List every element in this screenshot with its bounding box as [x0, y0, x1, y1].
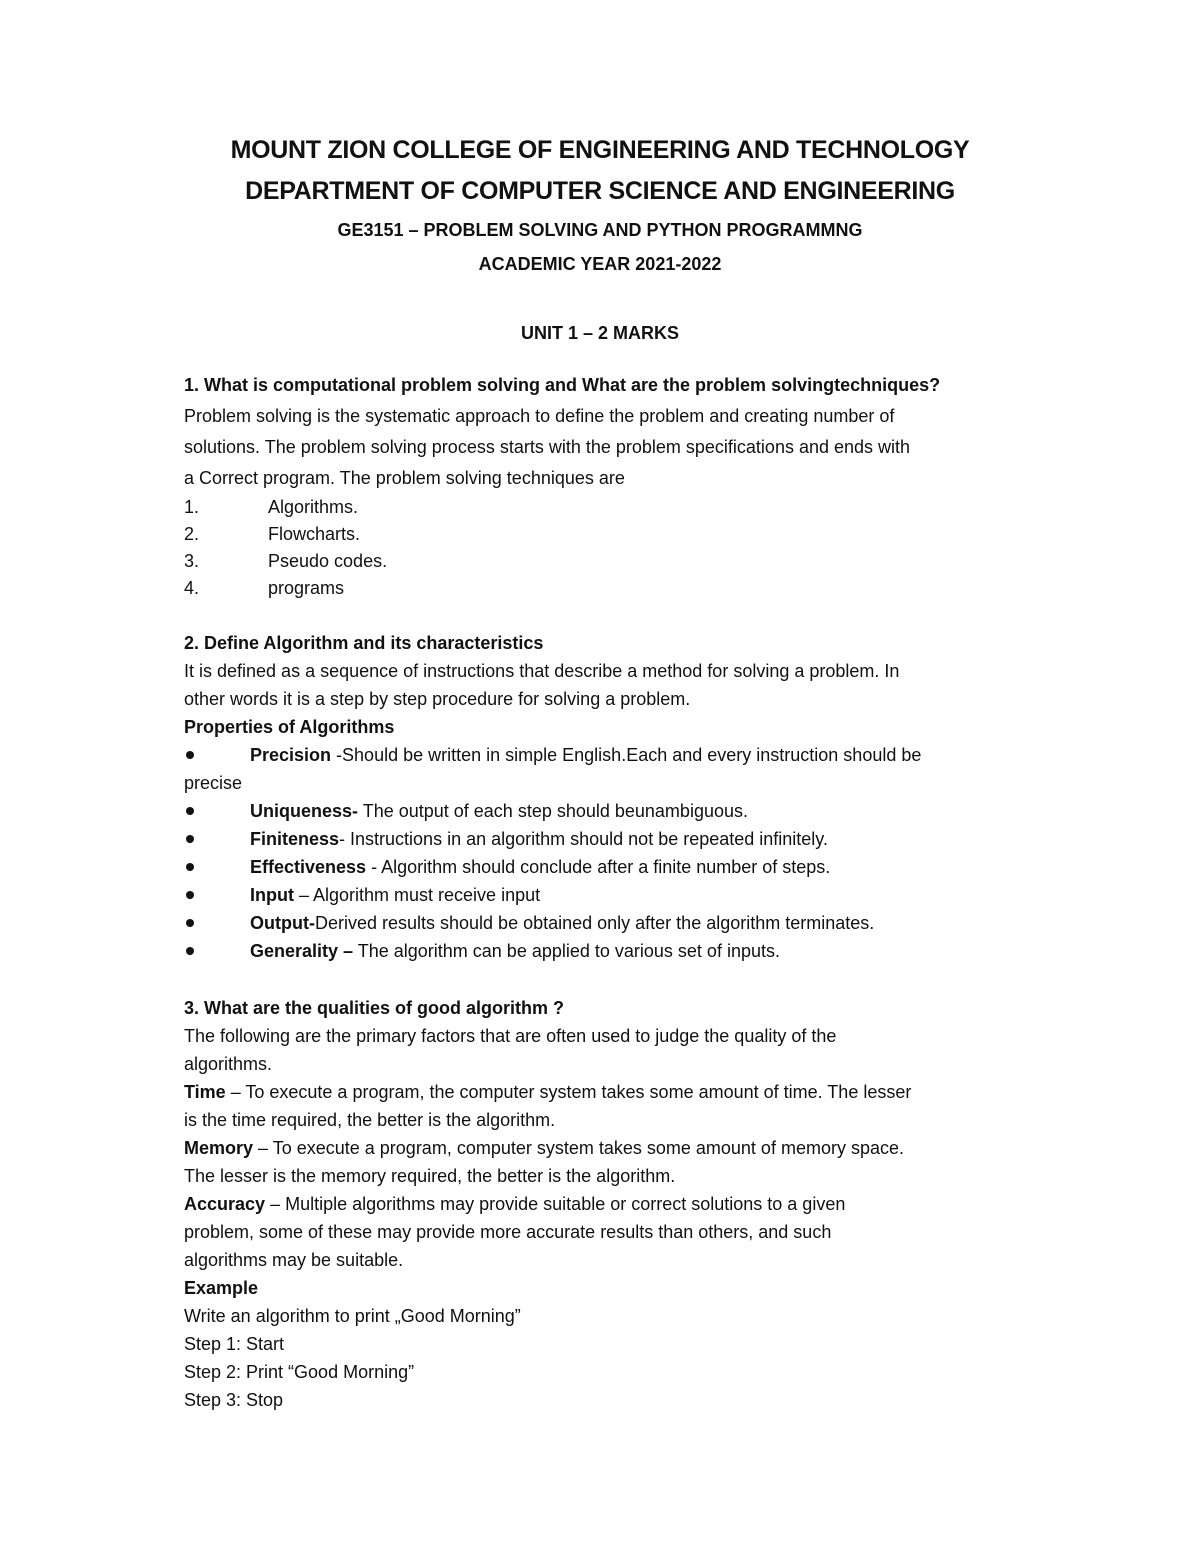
- list-item: [184, 521, 1024, 548]
- paragraph-line: solutions. The problem solving process starts with the problem specifications and ends with: [184, 437, 911, 457]
- question-2: 2. Define Algorithm and its characteristics: [184, 633, 544, 653]
- bullet-icon: [184, 797, 250, 825]
- bullet-item: [184, 853, 1024, 881]
- department-title: DEPARTMENT OF COMPUTER SCIENCE AND ENGINEERING: [245, 177, 955, 205]
- properties-heading: Properties of Algorithms: [184, 717, 395, 737]
- property-text: The algorithm can be applied to various set of inputs.: [353, 941, 780, 961]
- property-text: - Algorithm should conclude after a finite number of steps.: [366, 857, 831, 877]
- paragraph-line: algorithms.: [184, 1054, 273, 1074]
- question-3: 3. What are the qualities of good algorithm ?: [184, 998, 565, 1018]
- property-term: Uniqueness-: [250, 801, 359, 821]
- list-item: [184, 575, 1024, 602]
- list-number: 1.: [184, 497, 200, 517]
- paragraph-line: It is defined as a sequence of instructions that describe a method for solving a problem. In: [184, 661, 900, 681]
- accuracy-term: Accuracy: [184, 1194, 266, 1214]
- college-title: MOUNT ZION COLLEGE OF ENGINEERING AND TECHNOLOGY: [230, 136, 970, 164]
- paragraph-line: problem, some of these may provide more accurate results than others, and such: [184, 1222, 832, 1242]
- paragraph-line: other words it is a step by step procedure for solving a problem.: [184, 689, 691, 709]
- property-text: - Instructions in an algorithm should not be repeated infinitely.: [339, 829, 828, 849]
- memory-text: – To execute a program, computer system takes some amount of memory space.: [253, 1138, 904, 1158]
- list-number: 4.: [184, 578, 200, 598]
- bullet-item: [184, 797, 1024, 825]
- property-text: – Algorithm must receive input: [293, 885, 541, 905]
- paragraph-line: Problem solving is the systematic approach to define the problem and creating number of: [184, 406, 895, 426]
- bullet-icon: [184, 937, 250, 965]
- property-term: Precision: [250, 745, 332, 765]
- list-text: Flowcharts.: [268, 524, 361, 544]
- example-step: Step 1: Start: [184, 1334, 285, 1354]
- list-text: Algorithms.: [268, 497, 359, 517]
- example-heading: Example: [184, 1278, 259, 1298]
- property-term: Effectiveness: [250, 857, 367, 877]
- list-text: Pseudo codes.: [268, 551, 388, 571]
- property-text: -Should be written in simple English.Each and every instruction should be: [331, 745, 922, 765]
- list-number: 2.: [184, 524, 200, 544]
- memory-paragraph: [184, 1134, 1024, 1162]
- time-text: – To execute a program, the computer system takes some amount of time. The lesser: [225, 1082, 912, 1102]
- paragraph-line: is the time required, the better is the algorithm.: [184, 1110, 556, 1130]
- bullet-item: [184, 825, 1024, 853]
- bullet-icon: [184, 741, 250, 769]
- bullet-item: [184, 881, 1024, 909]
- example-line: Write an algorithm to print „Good Morning”: [184, 1306, 521, 1326]
- bullet-icon: [184, 853, 250, 881]
- example-step: Step 3: Stop: [184, 1390, 284, 1410]
- bullet-item: [184, 909, 1024, 937]
- paragraph-line: a Correct program. The problem solving techniques are: [184, 468, 625, 488]
- time-paragraph: [184, 1078, 1024, 1106]
- list-item: [184, 548, 1024, 575]
- list-text: programs: [268, 578, 345, 598]
- paragraph-line: precise: [184, 773, 243, 793]
- property-term: Generality –: [250, 941, 354, 961]
- time-term: Time: [184, 1082, 226, 1102]
- document-body: [184, 370, 1024, 1414]
- list-item: [184, 494, 1024, 521]
- property-term: Output-: [250, 913, 315, 933]
- bullet-item: [184, 741, 1024, 769]
- property-text: Derived results should be obtained only after the algorithm terminates.: [314, 913, 875, 933]
- bullet-icon: [184, 881, 250, 909]
- accuracy-text: – Multiple algorithms may provide suitable or correct solutions to a given: [265, 1194, 846, 1214]
- course-title: GE3151 – PROBLEM SOLVING AND PYTHON PROGRAMMNG: [337, 220, 863, 240]
- paragraph-line: The following are the primary factors that are often used to judge the quality of the: [184, 1026, 837, 1046]
- memory-term: Memory: [184, 1138, 254, 1158]
- bullet-icon: [184, 825, 250, 853]
- accuracy-paragraph: [184, 1190, 1024, 1218]
- bullet-icon: [184, 909, 250, 937]
- unit-heading: UNIT 1 – 2 MARKS: [520, 323, 680, 343]
- question-1: 1. What is computational problem solving and What are the problem solvingtechniques?: [184, 375, 941, 395]
- paragraph-line: algorithms may be suitable.: [184, 1250, 404, 1270]
- example-step: Step 2: Print “Good Morning”: [184, 1362, 415, 1382]
- list-number: 3.: [184, 551, 200, 571]
- paragraph-line: The lesser is the memory required, the better is the algorithm.: [184, 1166, 676, 1186]
- property-term: Input: [250, 885, 294, 905]
- property-term: Finiteness: [250, 829, 340, 849]
- academic-year: ACADEMIC YEAR 2021-2022: [478, 254, 722, 274]
- property-text: The output of each step should beunambiguous.: [358, 801, 748, 821]
- bullet-item: [184, 937, 1024, 965]
